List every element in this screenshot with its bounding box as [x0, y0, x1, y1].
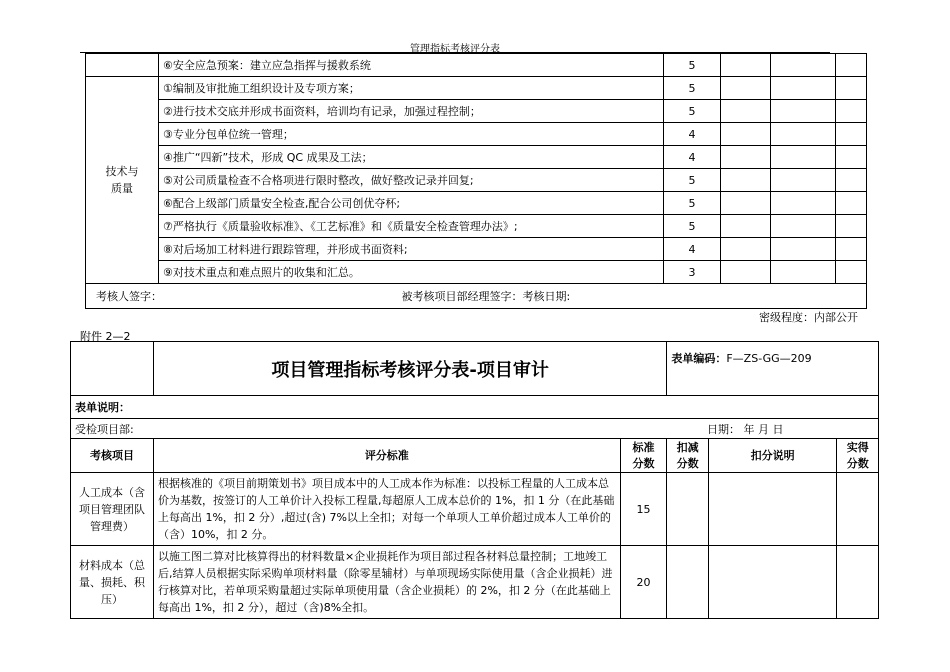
reviewer-signature-label: 考核人签字： [96, 290, 162, 303]
score-cell: 4 [664, 123, 721, 146]
table-row [71, 473, 879, 546]
dept-row [71, 419, 879, 439]
criteria-text: 根据核准的《项目前期策划书》项目成本中的人工成本作为标准：以投标工程量的人工成本总价为基数，按签订的人工单价计入投标工程量,每超原人工成本总价的 1%，扣 1 分（在此基础上每高出 1%，扣 2 分）,超过(含) 7%以上全扣；对每一个单项人工单价超过成本人工单价的（含）10%，扣 2 分。 [153, 473, 620, 546]
col-header-item: 考核项目 [71, 439, 154, 473]
criteria-text: ④推广“四新”技术，形成 QC 成果及工法； [159, 146, 664, 169]
score-cell: 15 [620, 473, 667, 546]
form-code-value: F—ZS-GG—209 [726, 352, 812, 365]
table-row [86, 169, 867, 192]
secret-level: 密级程度：内部公开 [759, 311, 858, 324]
score-cell: 5 [664, 54, 721, 77]
item-label: 材料成本（总量、损耗、积压） [71, 546, 154, 619]
score-cell: 20 [620, 546, 667, 619]
score-cell: 5 [664, 215, 721, 238]
signature-row [86, 284, 867, 309]
table-row [86, 146, 867, 169]
form-code-label: 表单编码： [671, 352, 727, 365]
table-row [86, 215, 867, 238]
item-label: 人工成本（含项目管理团队管理费） [71, 473, 154, 546]
form-code [667, 342, 879, 396]
inspected-dept-label: 受检项目部: [75, 422, 134, 436]
score-cell: 5 [664, 192, 721, 215]
score-cell: 4 [664, 238, 721, 261]
form-title: 项目管理指标考核评分表-项目审计 [153, 342, 666, 396]
page-header: 管理指标考核评分表 [410, 44, 500, 55]
criteria-text: ①编制及审批施工组织设计及专项方案； [159, 77, 664, 100]
table-row [71, 546, 879, 619]
table-row [86, 238, 867, 261]
score-cell: 5 [664, 100, 721, 123]
score-cell: 4 [664, 146, 721, 169]
header-row [71, 439, 879, 473]
score-cell: 5 [664, 77, 721, 100]
criteria-text: ⑨对技术重点和难点照片的收集和汇总。 [159, 261, 664, 284]
date-label: 日期： 年 月 日 [707, 423, 784, 436]
title-row [71, 342, 879, 396]
col-header-actual: 实得 分数 [837, 439, 879, 473]
criteria-text: ⑦严格执行《质量验收标准》、《工艺标准》和《质量安全检查管理办法》; [159, 215, 664, 238]
col-header-deduct: 扣减 分数 [667, 439, 708, 473]
table-row [86, 192, 867, 215]
col-header-criteria: 评分标准 [153, 439, 620, 473]
score-cell: 3 [664, 261, 721, 284]
form-note: 表单说明： [71, 396, 879, 419]
attachment-label: 附件 2—2 [80, 330, 131, 343]
col-header-deduct-note: 扣分说明 [708, 439, 837, 473]
criteria-text: ⑧对后场加工材料进行跟踪管理，并形成书面资料; [159, 238, 664, 261]
category-label: 技术与 质量 [86, 77, 159, 284]
criteria-text: 以施工图二算对比核算得出的材料数量×企业损耗作为项目部过程各材料总量控制；工地竣工后,结算人员根据实际采购单项材料量（除零星辅材）与单项现场实际使用量（含企业损耗）进行核算对比，若单项采购量超过实际单项使用量（含企业损耗）的 2%，扣 2 分（在此基础上每高出 1%，扣 2 分），超过（含)8%全扣。 [153, 546, 620, 619]
criteria-text: ⑤对公司质量检查不合格项进行限时整改，做好整改记录并回复; [159, 169, 664, 192]
table-row [86, 261, 867, 284]
table-row [86, 100, 867, 123]
table-row [86, 123, 867, 146]
criteria-text: ⑥配合上级部门质量安全检查,配合公司创优夺杯; [159, 192, 664, 215]
table-row [86, 77, 867, 100]
criteria-text: ②进行技术交底并形成书面资料，培训均有记录，加强过程控制； [159, 100, 664, 123]
criteria-text: ③专业分包单位统一管理； [159, 123, 664, 146]
col-header-std-score: 标准 分数 [620, 439, 667, 473]
audit-table [70, 341, 879, 619]
form-note-row [71, 396, 879, 419]
tech-quality-table [85, 53, 867, 309]
score-cell: 5 [664, 169, 721, 192]
table-row [86, 54, 867, 77]
manager-signature-label: 被考核项目部经理签字：考核日期: [401, 290, 571, 303]
criteria-text: ⑥安全应急预案：建立应急指挥与援救系统 [159, 54, 664, 77]
